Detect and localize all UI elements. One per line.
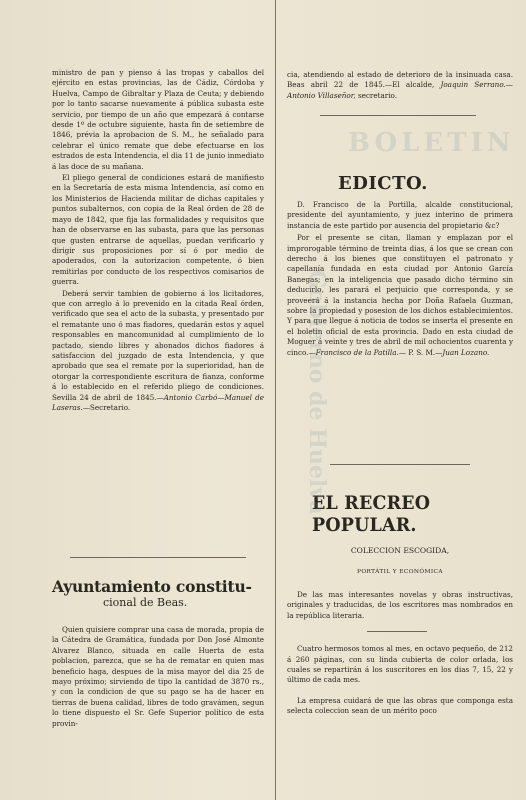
ayuntamiento-subheading: cional de Beas. bbox=[103, 596, 188, 609]
auction-notice-paragraph-3 bbox=[52, 289, 264, 414]
recreo-paragraph-2: Cuatro hermosos tomos al mes, en octavo pequeño, de 212 á 260 páginas, con su linda cubierta de color orlada, los cuales se repartirán á los suscritores en los dias 7, 15, 22 y último de cada mes. bbox=[287, 644, 513, 685]
edicto-intro: D. Francisco de la Portilla, alcalde constitucional, presidente del ayuntamiento, y juez interino de primera instancia de este partido por ausencia del propietario &c? bbox=[287, 200, 513, 230]
auction-signature-tail: —Secretario. bbox=[82, 403, 131, 412]
edicto-signature-2: —Juan Lozano. bbox=[435, 347, 490, 357]
auction-notice-text: Deberá servir tambien de gobierno á los licitadores, que con arreglo á lo prevenido en la citada Real órden, verificado que sea el acto de la subasta, y presentado por el rematante uno ó mas fiadores, quedarán estos y aquel responsables en mancomunidad al cumplimiento de lo pactado, siendo libres y abonados dichos fiadores á satisfaccion del juzgado de esta Intendencia, y que aprobado que sea el remate por la superioridad, han de otorgar la correspondiente escritura de fianza, conforme á lo establecido en el referido pliego de condiciones. Sevilla 24 de abril de 1845. bbox=[52, 288, 264, 402]
recreo-paragraph-1: De las mas interesantes novelas y obras instructivas, originales y traducidas, de los escritores mas nombrados en la república literaria. bbox=[287, 590, 513, 620]
beas-notice-continuation bbox=[287, 70, 513, 101]
library-watermark-2: Gobierno de Huelva bbox=[304, 270, 330, 515]
beas-notice-text: cia, atendiendo al estado de deterioro de la insinuada casa. Beas abril 22 de 1845.—El alcalde, bbox=[287, 70, 513, 90]
auction-notice-paragraph-2: El pliego general de condiciones estará de manifiesto en la Secretaría de esta misma Intendencia, así como en los Ministerios de Hacienda militar de dichas capitales y puntos subalternos, con copia de la Real órden de 28 de mayo de 1842, que fija las formalidades y requisitos que han de observarse en las subasta, para que las personas que gusten entrarse de aquellas, puedan verificarlo y dirigir sus proposiciones por sí ó por medio de apoderados, con la autorizacion competente, ó bien remitirlas por conducto de los respectivos comisarios de guerra. bbox=[52, 173, 264, 287]
left-column bbox=[52, 68, 264, 413]
right-column-recreo bbox=[287, 590, 513, 717]
auction-signature: —Antonio Carbó—Manuel de Laseras. bbox=[52, 392, 264, 412]
auction-notice-paragraph-1: ministro de pan y pienso á las tropas y caballos del ejército en estas provincias, las de Cádiz, Córdoba y Huelva, Campo de Gibraltar y Plaza de Ceuta; y debiendo por lo tanto sacarse nuevamente á pública subasta este servicio, por tiempo de un año que empezará á contarse desde 1º de octubre siguiente, hasta fin de setiembre de 1846, prévia la aprobacion de S. M., he señalado para celebrar el único remate que debe efectuarse en los estrados de esta Intendencia, el dia 11 de junio inmediato á las doce de su mañana. bbox=[52, 68, 264, 171]
recreo-heading: EL RECREO POPULAR. bbox=[312, 492, 431, 536]
coleccion-subtitle: COLECCION ESCOGIDA, bbox=[350, 546, 450, 555]
right-column-top bbox=[287, 70, 513, 101]
beas-signature-tail: secretario. bbox=[357, 90, 398, 100]
section-rule-right-1 bbox=[320, 115, 476, 116]
library-watermark: BOLETIN bbox=[348, 128, 515, 158]
edicto-body bbox=[287, 233, 513, 358]
section-rule-left bbox=[70, 557, 246, 558]
left-column-lower bbox=[52, 625, 264, 729]
house-sale-paragraph: Quien quisiere comprar una casa de morada, propia de la Cátedra de Gramática, fundada por Don José Almonte Alvarez Blanco, situada en calle Huerta de esta poblacion, parezca, que se ha de rematar en quien mas beneficio haga, despues de la misa mayor del dia 25 de mayo próximo; sirviendo de tipo la cantidad de 3870 rs., y con la condicion de que su pago se ha de hacer en tierras de buena calidad, libres de todo gravámen, segun lo tiene dispuesto el Sr. Gefe Superior político de esta provin- bbox=[52, 625, 264, 728]
section-rule-right-2 bbox=[330, 464, 470, 465]
portatil-subtitle: PORTÁTIL Y ECONÓMICA bbox=[357, 569, 443, 575]
recreo-paragraph-3: La empresa cuidará de que las obras que componga esta selecta coleccion sean de un mérito poco bbox=[287, 695, 513, 716]
right-column-edicto bbox=[287, 200, 513, 358]
edicto-heading: EDICTO. bbox=[338, 173, 428, 194]
column-divider bbox=[275, 0, 276, 800]
edicto-body-text: Por el presente se citan, llaman y emplazan por el improrogable término de treinta dias, á los que se crean con derecho á los bienes que constituyen el patronato y capellanía fundada en esta ciudad por Antonio García Banegas; en la inteligencia que pasado dicho término sin deducirlo, les parará el perjuicio que corresponda, y se proveerá á la instancia hecha por Doña Rafaela Guzman, sobre la propiedad y posesion de los dichos establecimientos. Y para que llegue á noticia de todos se inserta el presente en el boletin oficial de esta provincia. Dado en esta ciudad de Moguer á veinte y tres de abril de mil ochocientos cuarenta y cinco. bbox=[287, 233, 513, 357]
ayuntamiento-heading: Ayuntamiento constitu- bbox=[52, 577, 252, 596]
edicto-signature: —Francisco de la Patilla.— bbox=[308, 347, 406, 357]
recreo-rule bbox=[367, 631, 427, 632]
beas-signature: Joaquin Serrano.—Antonio Villaseñor, bbox=[287, 80, 513, 100]
edicto-psm: P. S. M. bbox=[408, 347, 436, 357]
